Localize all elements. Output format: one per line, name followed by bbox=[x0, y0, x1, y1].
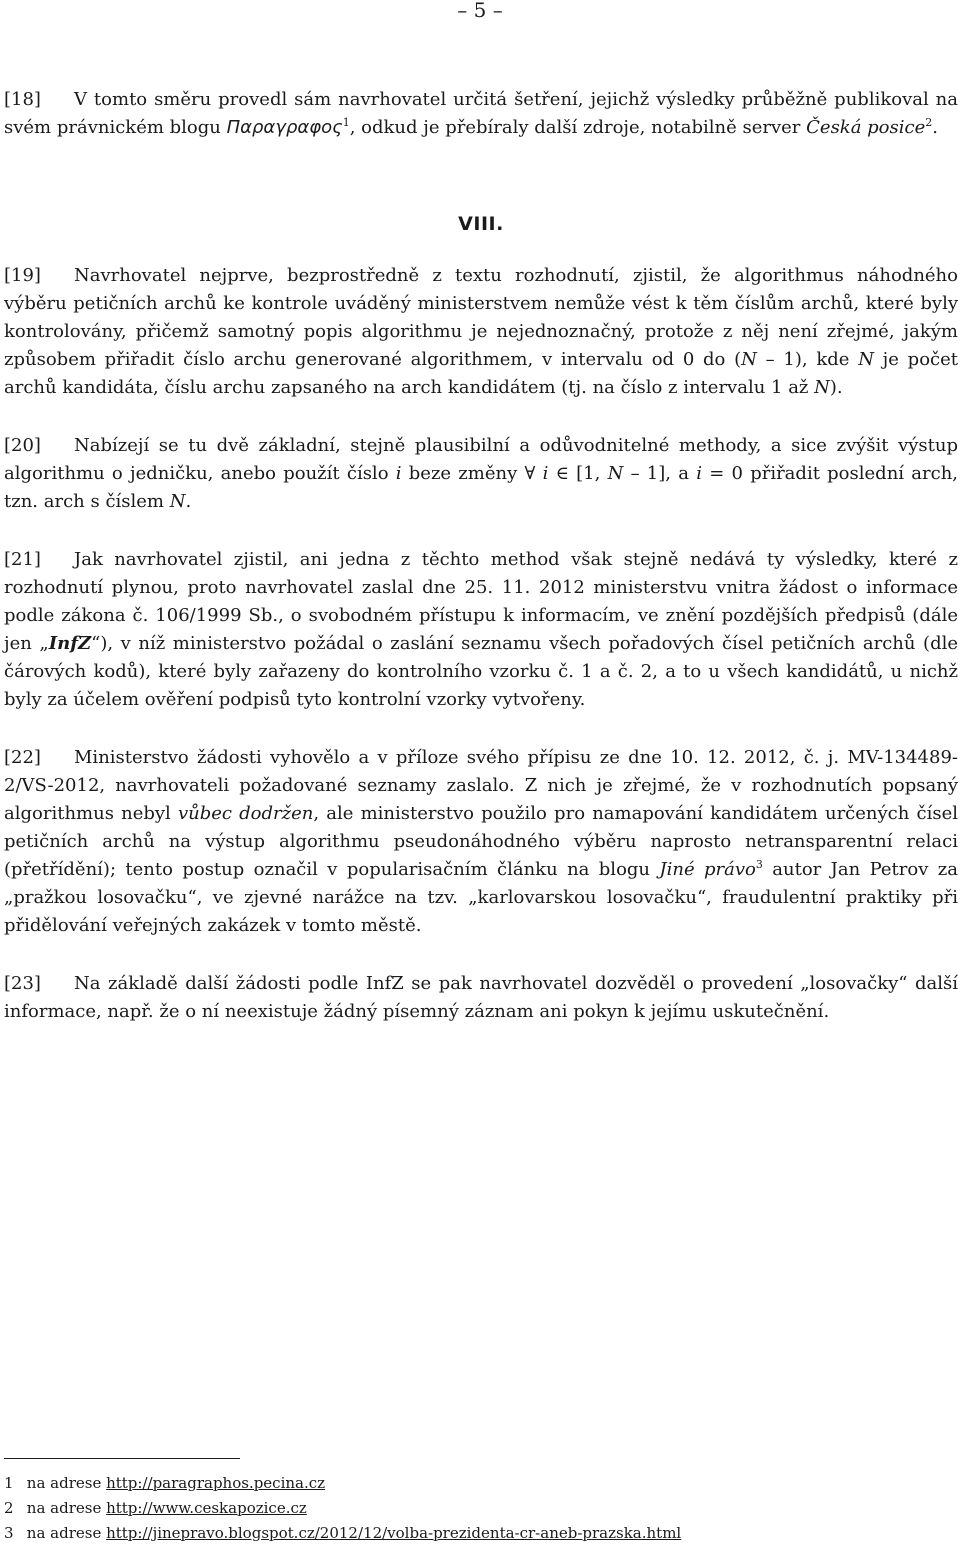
paragraph-21: [21] Jak navrhovatel zjistil, ani jedna z těchto method však stejně nedává ty výsledky, které z rozhodnutí plynou, proto navrhovatel zaslal dne 25. 11. 2012 ministerstvu vnitra žádost o informace podle zákona č. 106/1999 Sb., o svobodném přístupu k informacím, ve znění pozdějších předpisů (dále jen „InfZ“), v níž ministerstvo požádal o zaslání seznamu všech pořadových čísel petičních archů (dle čárových kodů), které byly zařazeny do kontrolního vzorku č. 1 a č. 2, a to u všech kandidátů, u nichž byly za účelem ověření podpisů tyto kontrolní vzorky vytvořeny. bbox=[4, 546, 958, 714]
paragraph-19: [19] Navrhovatel nejprve, bezprostředně z textu rozhodnutí, zjistil, že algorithmus náhodného výběru petičních archů ke kontrole uváděný ministerstvem nemůže vést k těm číslům archů, které byly kontrolovány, přičemž samotný popis algorithmu je nejednoznačný, protože z něj není zřejmé, jakým způsobem přiřadit číslo archu generované algorithmem, v intervalu od 0 do (N – 1), kde N je počet archů kandidáta, číslu archu zapsaného na arch kandidátem (tj. na číslo z intervalu 1 až N). bbox=[4, 262, 958, 402]
document-body bbox=[4, 86, 958, 1056]
paragraph-number: [18] bbox=[4, 89, 41, 110]
paragraph-23: [23] Na základě další žádosti podle InfZ se pak navrhovatel dozvěděl o provedení „losovačky“ další informace, např. že o ní neexistuje žádný písemný záznam ani pokyn k jejímu uskutečnění. bbox=[4, 970, 958, 1026]
footnote-3: 3 na adrese http://jinepravo.blogspot.cz/2012/12/volba-prezidenta-cr-aneb-prazska.html bbox=[4, 1524, 682, 1542]
paragraph-number: [19] bbox=[4, 265, 41, 286]
paragraph-number: [20] bbox=[4, 435, 41, 456]
footnote-link-1[interactable]: http://paragraphos.pecina.cz bbox=[106, 1474, 326, 1492]
footnote-ref-2[interactable]: 2 bbox=[925, 116, 933, 129]
abbreviation-infz: InfZ bbox=[48, 633, 92, 654]
paragraph-18: [18] V tomto směru provedl sám navrhovatel určitá šetření, jejichž výsledky průběžně publikoval na svém právnickém blogu Παραγραφος$^1$, odkud je přebíraly další zdroje, notabilně server Česká posice$^2$. bbox=[4, 86, 958, 142]
footnotes bbox=[4, 1471, 958, 1546]
footnote-link-2[interactable]: http://www.ceskapozice.cz bbox=[106, 1499, 307, 1517]
server-name: Česká posice bbox=[806, 117, 926, 138]
footnote-divider bbox=[4, 1458, 240, 1459]
blog-name: Παραγραφος bbox=[226, 117, 343, 138]
section-heading: VIII. bbox=[458, 213, 504, 235]
footnote-ref-3[interactable]: 3 bbox=[755, 858, 763, 871]
footnote-2: 2 na adrese http://www.ceskapozice.cz bbox=[4, 1499, 307, 1517]
footnote-ref-1[interactable]: 1 bbox=[342, 116, 350, 129]
paragraph-number: [21] bbox=[4, 549, 41, 570]
paragraph-number: [23] bbox=[4, 973, 41, 994]
footnote-1: 1 na adrese http://paragraphos.pecina.cz bbox=[4, 1474, 326, 1492]
paragraph-number: [22] bbox=[4, 747, 41, 768]
page-number: – 5 – bbox=[457, 0, 503, 22]
blog-name: Jiné právo bbox=[659, 859, 756, 880]
paragraph-20: [20] Nabízejí se tu dvě základní, stejně plausibilní a odůvodnitelné methody, a sice zvýšit výstup algorithmu o jedničku, anebo použít číslo i beze změny ∀ i ∈ [1, N – 1], a i = 0 přiřadit poslední arch, tzn. arch s číslem N. bbox=[4, 432, 958, 516]
emphasis: vůbec dodržen bbox=[177, 803, 314, 824]
paragraph-22: [22] Ministerstvo žádosti vyhovělo a v příloze svého přípisu ze dne 10. 12. 2012, č. j. MV-134489-2/VS-2012, navrhovateli požadované seznamy zaslalo. Z nich je zřejmé, že v rozhodnutích popsaný algorithmus nebyl vůbec dodržen, ale ministerstvo použilo pro namapování kandidátem určených čísel petičních archů na výstup algorithmu pseudonáhodného výběru naprosto netransparentní relaci (přetřídění); tento postup označil v popularisačním článku na blogu Jiné právo$^3$ autor Jan Petrov za „pražkou losovačku“, ve zjevné narážce na tzv. „karlovarskou losovačku“, fraudulentní praktiky při přidělování veřejných zakázek v tomto městě. bbox=[4, 744, 958, 940]
footnote-link-3[interactable]: http://jinepravo.blogspot.cz/2012/12/volba-prezidenta-cr-aneb-prazska.html bbox=[106, 1524, 682, 1542]
